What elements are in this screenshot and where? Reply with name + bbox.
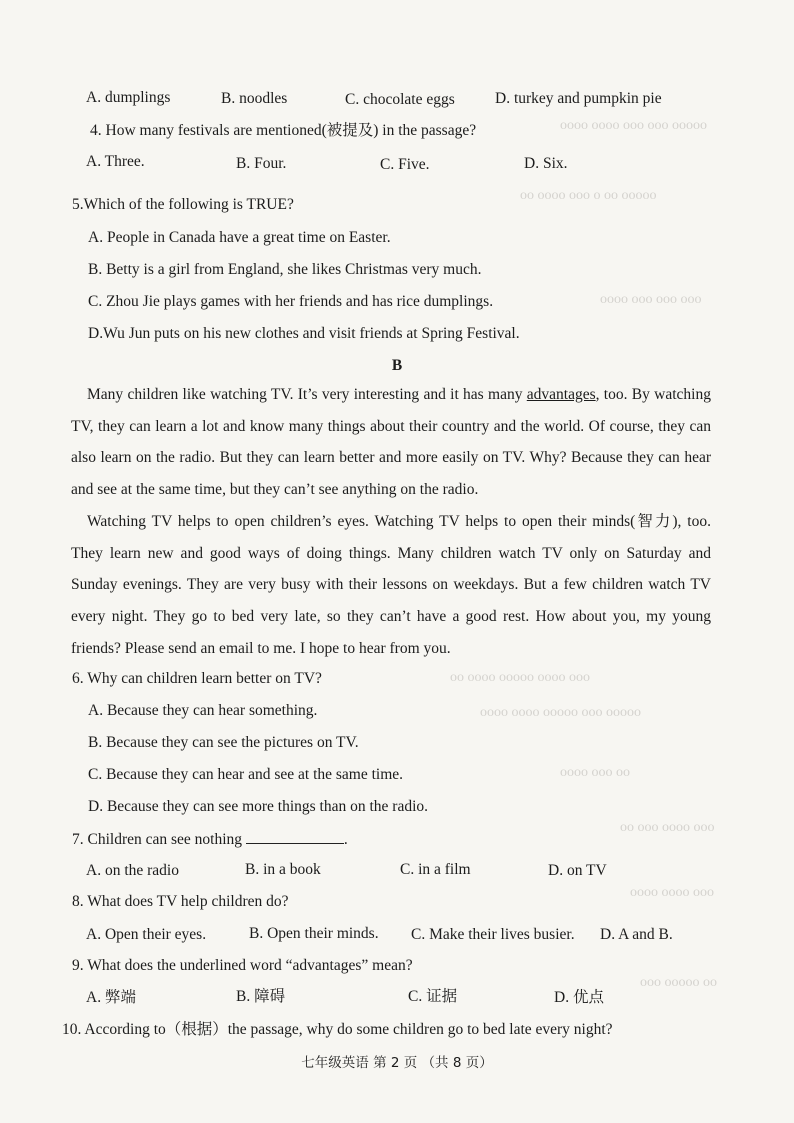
q7-option-c: C. in a film — [400, 861, 471, 878]
bleed-through-text: ooo oooo oooo — [630, 885, 714, 900]
q9-stem: 9. What does the underlined word “advantages” mean? — [72, 957, 413, 974]
q7-option-b: B. in a book — [245, 861, 321, 878]
q6-stem: 6. Why can children learn better on TV? — [72, 670, 322, 687]
underlined-word: advantages — [526, 386, 596, 403]
page-footer: 七年级英语 第 2 页 （共 8 页） — [301, 1055, 493, 1071]
bleed-through-text: ooooo ooo ooo oooo oooo — [560, 118, 707, 133]
passage-text: Watching TV helps to open children’s eyes. Watching TV helps to open their minds(智力), too. They learn new and good ways of doing things. Many children watch TV only on Saturday and Sunday evenings. They are very busy with their lessons on weekdays. But a few children watch TV every night. They go to bed very late, so they can’t have a good rest. How about you, my young friends? Please send an email to me. I hope to hear from you. — [71, 513, 711, 657]
q3-option-d: D. turkey and pumpkin pie — [495, 90, 662, 107]
q9-option-a: A. 弊端 — [86, 989, 136, 1006]
q4-stem: 4. How many festivals are mentioned(被提及) in the passage? — [90, 122, 477, 139]
q4-option-c: C. Five. — [380, 156, 430, 173]
q3-option-c: C. chocolate eggs — [345, 91, 455, 108]
q3-option-a: A. dumplings — [86, 89, 171, 106]
q6-option-c: C. Because they can hear and see at the same time. — [88, 766, 404, 783]
q4-option-a: A. Three. — [86, 153, 145, 170]
q5-option-d: D.Wu Jun puts on his new clothes and visit friends at Spring Festival. — [88, 325, 520, 342]
q7-stem-text: 7. Children can see nothing — [72, 831, 243, 848]
q9-option-b: B. 障碍 — [236, 988, 286, 1005]
q6-option-b: B. Because they can see the pictures on TV. — [88, 734, 359, 751]
q7-option-a: A. on the radio — [86, 862, 179, 879]
q3-option-b: B. noodles — [221, 90, 288, 107]
q7-stem — [72, 829, 348, 850]
q8-option-d: D. A and B. — [600, 926, 673, 943]
q4-option-b: B. Four. — [236, 155, 287, 172]
q7-option-d: D. on TV — [548, 862, 607, 879]
bleed-through-text: ooooo ooo ooooo oooo oooo — [480, 705, 641, 720]
passage-paragraph-1 — [71, 379, 711, 506]
q6-option-d: D. Because they can see more things than on the radio. — [88, 798, 429, 815]
bleed-through-text: oo ooo oooo — [560, 765, 630, 780]
q5-option-b: B. Betty is a girl from England, she likes Christmas very much. — [88, 261, 482, 278]
answer-blank — [246, 829, 344, 844]
section-heading: B — [391, 357, 403, 374]
passage-paragraph-2 — [71, 506, 711, 665]
q9-option-d: D. 优点 — [554, 989, 604, 1006]
q8-option-b: B. Open their minds. — [249, 925, 379, 942]
q9-option-c: C. 证据 — [408, 988, 458, 1005]
bleed-through-text: ooo oooo ooooo oooo oo — [450, 670, 590, 685]
q7-stem-end: . — [343, 831, 348, 848]
q4-option-d: D. Six. — [524, 155, 568, 172]
bleed-through-text: ooooo oo o ooo oooo oo — [520, 188, 657, 203]
q8-option-c: C. Make their lives busier. — [411, 926, 575, 943]
q5-option-a: A. People in Canada have a great time on Easter. — [88, 229, 391, 246]
q10-stem: 10. According to（根据）the passage, why do some children go to bed late every night? — [62, 1021, 613, 1038]
q8-stem: 8. What does TV help children do? — [72, 893, 289, 910]
bleed-through-text: ooo oooo ooo oo — [620, 820, 715, 835]
q6-option-a: A. Because they can hear something. — [88, 702, 318, 719]
bleed-through-text: oo ooooo ooo — [640, 975, 717, 990]
passage-text: Many children like watching TV. It’s very interesting and it has many — [87, 386, 527, 403]
q5-stem: 5.Which of the following is TRUE? — [72, 196, 294, 213]
passage-text: , too. By watching TV, they can learn a lot and know many things about their country and the world. Of course, they can also learn on the radio. But they can learn better and more easily on TV. Why? Because they can hear and see at the same time, but they can’t see anything on the radio. — [71, 386, 711, 499]
bleed-through-text: ooo ooo ooo oooo — [600, 292, 702, 307]
q8-option-a: A. Open their eyes. — [86, 926, 207, 943]
q5-option-c: C. Zhou Jie plays games with her friends and has rice dumplings. — [88, 293, 494, 310]
